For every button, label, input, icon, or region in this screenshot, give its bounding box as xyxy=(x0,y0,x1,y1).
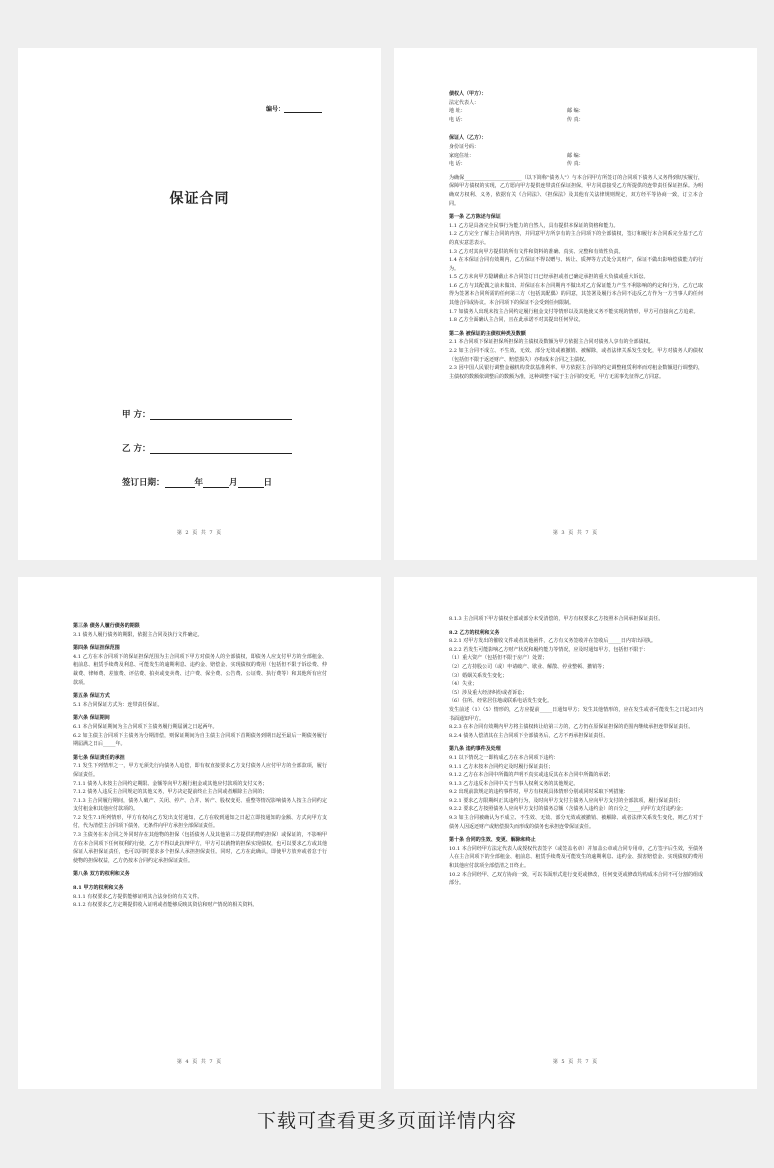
clause-text: 9.2 出现前款规定的违约事件时，甲方有权视具体情形分别或同时采取下列措施： xyxy=(449,789,629,796)
year-blank xyxy=(165,479,195,488)
clause-text: 2.2 如主合同不成立、不生效、无效、部分无效或被撤销、被解除，或者法律关系发生变化，甲方对债务人的债权（包括但不限于返还财产、赔偿损失）亦构成本合同之主债权。 xyxy=(449,348,703,363)
clause-text: 8.1.1 有权要求乙方提供能够证明其合法身份的有关文件。 xyxy=(73,893,203,900)
clause-text: 7.1 发生下列情形之一，甲方无须先行向债务人追偿，即有权直接要求乙方支付债务人应付甲方的全部款项，履行保证责任。 xyxy=(73,763,327,778)
contract-number-blank xyxy=(284,107,322,113)
month-label: 月 xyxy=(229,478,238,488)
section-heading: 第五条 保证方式 xyxy=(73,693,110,700)
sign-date-label: 签订日期： xyxy=(122,478,165,488)
clause-text: 9.1.1 乙方未按本合同约定及时履行保证责任； xyxy=(449,763,554,770)
sections xyxy=(449,615,703,888)
clause-text: 5.1 本合同保证方式为：连带责任保证。 xyxy=(73,701,163,708)
clause-text: 9.2.1 要求乙方限期纠正其违约行为，及时向甲方支付主债务人应向甲方支付的全部款项，履行保证责任； xyxy=(449,797,684,804)
clause-text: 发生前述（1）（5）情形的，乙方应提前_____日通知甲方；发生其他情形的，应在发生或者可能发生之日起3日内书面通知甲方。 xyxy=(449,706,703,722)
clause-text: 7.2 发生7.1所列情形，甲方有权向乙方发出支付通知，乙方在收到通知之日起立即按通知的金额、方式向甲方支付，代为清偿主合同项下债务，无条件向甲方承担全部保证责任。 xyxy=(73,814,327,830)
phone-label: 电 话： xyxy=(449,116,466,123)
party-b-line xyxy=(122,442,292,454)
clause-text: 10.2 本合同经甲、乙双方协商一致，可以书面形式进行变更或修改，任何变更或修改均构成本合同不可分割的组成部分。 xyxy=(449,871,703,887)
clause-text: （1）重大资产（包括但不限于房产）处置； xyxy=(449,655,548,662)
clause-text: 7.1.1 债务人未按主合同约定期限、金额等向甲方履行租金或其他应付款项的支付义务； xyxy=(73,780,268,787)
creditor-label: 债权人（甲方）： xyxy=(449,91,487,97)
section-heading: 第十条 合同的生效、变更、解除和终止 xyxy=(449,837,536,844)
clause-text: 1.6 乙方与其配偶之前未做出、并保证在本合同期内不做出对乙方保证能力产生不利影响的约定和行为，乙方已取得为签署本合同所需的任何第三方（包括其配偶）的同意，其签署及履行本合同不违反乙方作为一方当事人的任何其他合同或协议。本合同项下的保证不会受到任何限制。 xyxy=(449,282,703,307)
section-heading: 第六条 保证期间 xyxy=(73,715,110,722)
section-heading: 第一条 乙方陈述与保证 xyxy=(449,214,501,221)
clause-text: 1.7 如债务人出现未按主合同约定履行租金支付等情形以及其他使义务不能实现的情形，甲方可直接向乙方追索。 xyxy=(449,308,699,315)
clause-text: 9.1.3 乙方违反本合同中关于当事人权利义务的其他规定。 xyxy=(449,780,579,787)
month-blank xyxy=(203,479,229,488)
clause-text: 8.2.4 债务人偿清其在主合同项下全部债务后，乙方不再承担保证责任。 xyxy=(449,732,609,739)
contract-page-5 xyxy=(394,577,757,1089)
fax-label: 传 真： xyxy=(567,161,584,168)
clause-text: 1.8 乙方全面确认主合同，且在此承诺不对其提出任何异议。 xyxy=(449,317,584,324)
clause-text: 1.3 乙方对其向甲方提供的所有文件和资料的准确、真实、完整和有效性负责。 xyxy=(449,248,624,255)
clause-text: 3.1 债务人履行债务的期限，依据主合同及执行文件确定。 xyxy=(73,631,203,638)
address-label: 地 址： xyxy=(449,108,466,115)
section-heading: 第八条 双方的权利和义务 xyxy=(73,871,130,878)
clause-text: 7.1.3 主合同履行期间，债务人破产、关闭、停产、合并、转产、股权变更、重整等情况影响债务人按主合同约定支付租金和其他应付款项的。 xyxy=(73,797,327,813)
party-a-label: 甲 方： xyxy=(122,410,151,420)
section-heading: 第七条 保证责任的承担 xyxy=(73,754,125,761)
clause-text: 2.1 本合同项下保证担保所担保的主债权及数额为甲方依据主合同对债务人享有的全部债权。 xyxy=(449,339,654,346)
clause-text: 1.2 乙方完全了解主合同的内容，并同意甲方所享有的主合同项下的全部债权，签订和履行本合同系完全基于乙方的真实意思表示。 xyxy=(449,231,703,246)
party-a-line xyxy=(122,408,292,420)
clause-text: 6.1 本合同保证期间为主合同项下主债务履行期届满之日起两年。 xyxy=(73,723,218,730)
clause-text: 7.1.2 债务人违反主合同规定的其他义务，甲方决定提前终止主合同或者解除主合同的； xyxy=(73,789,268,796)
day-label: 日 xyxy=(263,478,273,488)
phone-label: 电 话： xyxy=(449,161,466,168)
party-b-blank xyxy=(150,445,292,454)
clause-text: 7.3 主债务在本合同之外同时存在其他物的担保（包括债务人及其他第三方提供的物的担保）或保证的，不影响甲方在本合同项下任何权利的行使，乙方不得以此抗辩甲方，甲方可以就物的担保实现债权，也可以要求乙方或其他保证人承担保证责任，也可以同时要求多个担保人承担担保责任。同时，乙方在此确认，即使甲方放弃或者怠于行使物的担保权益，乙方仍按本合同约定承担保证责任。 xyxy=(73,832,327,864)
clause-text: （2）乙方持股公司（或）申请破产、歇业、解散、停业整顿、撤销等； xyxy=(449,663,608,670)
postcode-label: 邮 编： xyxy=(567,152,584,159)
year-label: 年 xyxy=(194,478,204,488)
clause-text: 10.1 本合同经甲方法定代表人或授权代表签字（或签盖名章）并加盖公章或合同专用章，乙方签字后生效，至债务人在主合同项下的全部租金、租前息、租赁手续费及可能发生的逾期利息、违约金、损害赔偿金、实现债权的费用和其他应付款项全部偿清之日终止。 xyxy=(449,845,703,870)
contract-number xyxy=(266,104,322,113)
clause-text: 9.1 以下情况之一即构成乙方在本合同项下违约： xyxy=(449,754,559,761)
home-address-label: 家庭住址： xyxy=(449,152,475,159)
clause-text: 2.3 因中国人民银行调整金融机构贷款基准利率、甲方依据主合同的约定调整租赁利率而对租金数额进行调整的，主债权的数额依调整后的数额为准，这种调整不属于主合同的变更，甲方无需事先征得乙方同意。 xyxy=(449,365,703,380)
clause-text: 8.1.2 有权要求乙方定期提供收入证明或者能够反映其资信和财产情况的相关资料。 xyxy=(73,902,258,909)
page-content xyxy=(449,90,703,381)
section-heading: 第二条 被保证的主债权种类及数额 xyxy=(449,330,526,337)
legal-rep-label: 法定代表人： xyxy=(449,99,480,106)
section-heading: 第三条 债务人履行债务的期限 xyxy=(73,623,140,629)
page-content xyxy=(73,617,327,910)
clause-text: 1.1 乙方是具备完全民事行为能力的自然人，具有提供本保证的资格和能力。 xyxy=(449,222,619,229)
sign-date-line xyxy=(122,476,272,488)
clause-text: （6）住所、经常居住地或联系电话发生变化。 xyxy=(449,698,553,705)
contract-number-label: 编号： xyxy=(266,106,285,113)
contract-page-4 xyxy=(18,577,381,1089)
creditor-address-row xyxy=(449,107,703,116)
page-footer: 第 4 页 共 7 页 xyxy=(176,1059,223,1065)
clause-text: 1.5 乙方未向甲方隐瞒截止本合同签订日已经承担或者已确定承担的重大负债或重大诉讼。 xyxy=(449,274,649,281)
section-heading: 8.2 乙方的权利和义务 xyxy=(449,629,500,636)
party-a-blank xyxy=(150,411,292,420)
clause-text: （3）婚姻关系发生变化； xyxy=(449,672,508,679)
clause-text: 9.3 如主合同被确认为不成立、不生效、无效、部分无效或被撤销、被解除、或者法律关系发生变化，则乙方对于债务人因返还财产或赔偿损失而形成的债务也承担连带保证责任。 xyxy=(449,815,703,830)
guarantor-label: 保证人（乙方）： xyxy=(449,135,487,142)
clause-text: （4）失业； xyxy=(449,681,478,688)
creditor-phone-row xyxy=(449,116,703,125)
page-footer: 第 2 页 共 7 页 xyxy=(176,530,223,536)
clause-text: 1.4 在本保证合同有效期内，乙方保证不得以赠与、转让、质押等方式处分其财产，保证不做出影响偿债能力的行为。 xyxy=(449,257,703,272)
clause-text: （5）涉及重大经济纠纷或者诉讼； xyxy=(449,689,528,696)
clause-text: 4.1 乙方在本合同项下的保证担保范围为主合同项下甲方对债务人的全部债权，即债务人应支付甲方的全部租金、租前息、租赁手续费及利息、可能发生的逾期利息、违约金、赔偿金、实现债权的费用（包括但不限于诉讼费、仲裁费、律师费、差旅费、评估费、拍卖或变卖费、过户费、保全费、公告费、公证费、执行费等）和其他所有应付款项。 xyxy=(73,653,327,686)
section-heading: 8.1 甲方的权利和义务 xyxy=(73,885,124,892)
sections xyxy=(73,622,327,910)
clause-text: 8.2.3 在本合同有效期内甲方将主债权转让给第三方的，乙方仍在原保证担保的范围内继续承担连带保证责任。 xyxy=(449,724,694,731)
page-footer: 第 3 页 共 7 页 xyxy=(552,530,599,536)
day-blank xyxy=(238,479,264,488)
page-footer: 第 5 页 共 7 页 xyxy=(552,1059,599,1065)
section-heading: 第九条 违约事件及处理 xyxy=(449,746,501,753)
guarantor-address-row xyxy=(449,152,703,161)
sections xyxy=(449,213,703,381)
download-banner: 下载可查看更多页面详情内容 xyxy=(256,1110,517,1132)
postcode-label: 邮 编： xyxy=(567,108,584,115)
preamble: 为确保_______________________（以下简称"债务人"）与本合同甲方所签订的合同项下债务人义务得到切实履行，保障甲方债权的实现，乙方愿向甲方提供连带责任保证担保，甲方同意接受乙方所提供的连带责任保证担保。为明确双方权利、义务，依据有关《合同法》、《担保法》及其他有关法律规则规定，双方经平等协商一致，订立本合同。 xyxy=(449,174,703,207)
guarantor-phone-row xyxy=(449,160,703,169)
fax-label: 传 真： xyxy=(567,116,584,123)
page-content xyxy=(449,615,703,888)
party-b-label: 乙 方： xyxy=(122,444,151,454)
clause-text: 8.1.3 主合同项下甲方债权全部或部分未受清偿的，甲方有权要求乙方按照本合同承担保证责任。 xyxy=(449,616,664,622)
contract-page-3 xyxy=(394,48,757,560)
clause-text: 8.2.1 对甲方发出的催收文件或者其他函件，乙方有义务签收并在签收后_____日内寄出回执。 xyxy=(449,638,656,645)
clause-text: 9.1.2 乙方在本合同中所做的声明不真实或违反其在本合同中所做的承诺； xyxy=(449,772,614,779)
clause-text: 6.2 如主债主合同项下主债务为分期清偿，则保证期间为自主债主合同项下首期债务到期日起至最后一期债务履行期届满之日后_____年。 xyxy=(73,732,327,748)
section-heading: 第四条 保证担保范围 xyxy=(73,645,120,652)
id-no-label: 身份证号码： xyxy=(449,143,480,150)
clause-text: 9.2.2 要求乙方按照债务人应向甲方支付的债务总额（含债务人违约金）的百分之_____向甲方支付违约金； xyxy=(449,806,686,813)
cover-title: 保证合同 xyxy=(169,191,230,207)
clause-text: 8.2.2 若发生可能影响乙方财产状况和履约能力等情况，应及时通知甲方，包括但不限于： xyxy=(449,646,649,653)
cover-page xyxy=(18,48,381,560)
